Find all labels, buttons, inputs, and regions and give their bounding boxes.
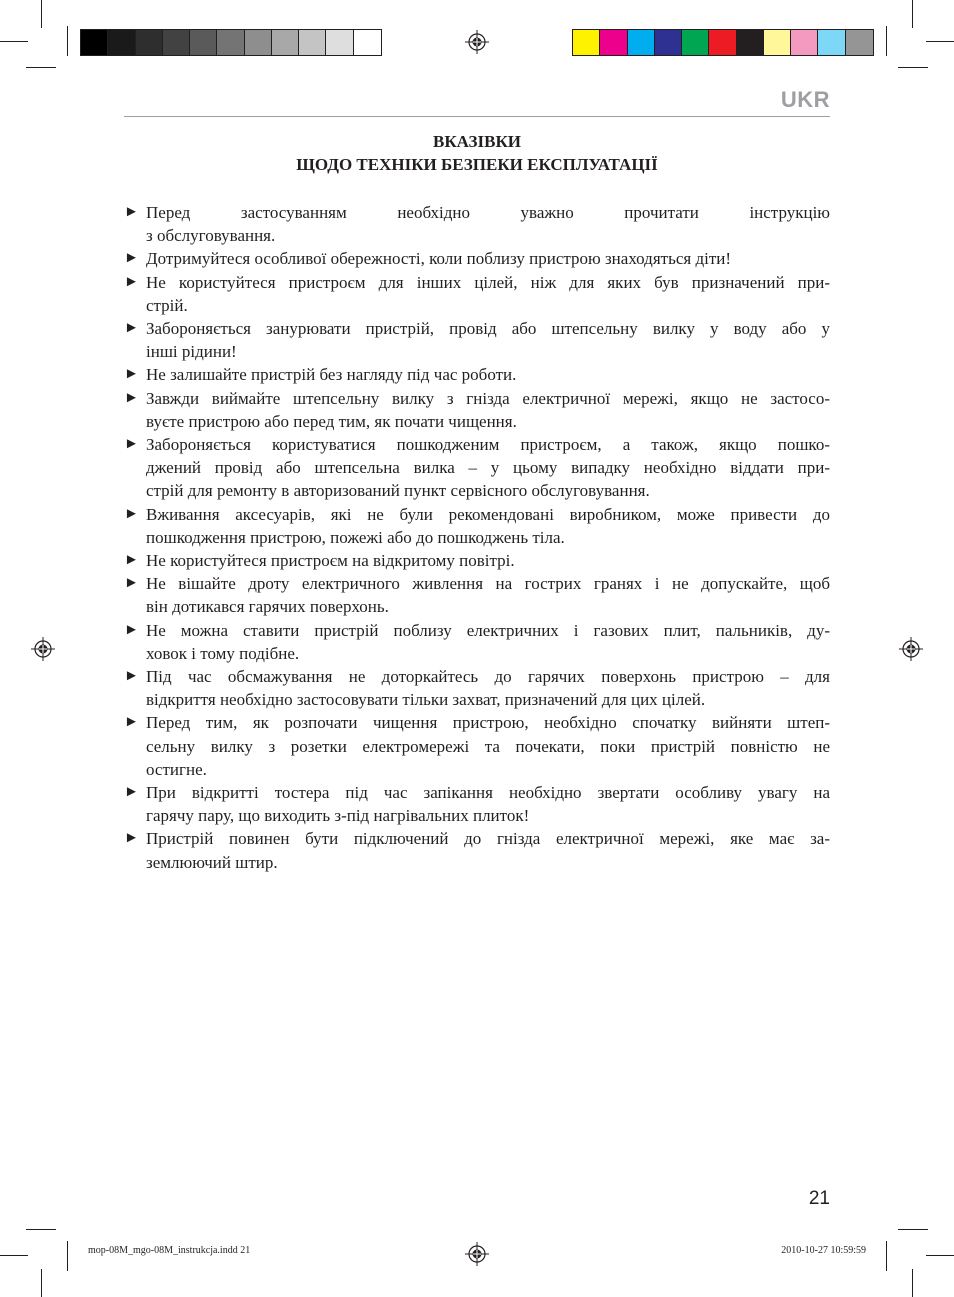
bullet-arrow-icon: ► <box>124 575 139 592</box>
list-item-line: Не користуйтеся пристроєм для інших цілей, ніж для яких був призначений при- <box>146 272 830 292</box>
list-item-line: стрій для ремонту в авторизований пункт сервісного обслуговування. <box>146 481 650 501</box>
list-item-line: джений провід або штепсельна вилка – у цьому випадку необхідно віддати при- <box>146 458 830 478</box>
list-item-line: Перед застосуванням необхідно уважно прочитати інструкцію <box>146 203 830 222</box>
list-item <box>124 503 830 549</box>
list-item <box>124 387 830 433</box>
crop-mark <box>26 1229 56 1230</box>
crop-mark <box>898 1229 928 1230</box>
crop-mark <box>886 26 887 56</box>
page-title <box>124 130 830 176</box>
footer-file-name: mop-08M_mgo-08M_instrukcja.indd 21 <box>88 1245 251 1256</box>
list-item-line: Не можна ставити пристрій поблизу електричних і газових плит, пальників, ду- <box>146 620 830 640</box>
list-item-line: він дотикався гарячих поверхонь. <box>146 597 389 617</box>
crop-mark <box>26 67 56 68</box>
list-item <box>124 619 830 665</box>
registration-mark-icon <box>899 637 923 661</box>
list-item-line: Вживання аксесуарів, які не були рекомендовані виробником, може привести до <box>146 504 830 524</box>
bullet-arrow-icon: ► <box>124 273 139 290</box>
list-item-line: стрій. <box>146 295 188 315</box>
registration-mark-icon <box>31 637 55 661</box>
bullet-arrow-icon: ► <box>124 621 139 638</box>
color-swatch <box>600 30 627 55</box>
bullet-arrow-icon: ► <box>124 505 139 522</box>
list-item-line: Пристрій повинен бути підключений до гнізда електричної мережі, яке має за- <box>146 829 830 849</box>
color-swatch <box>709 30 736 55</box>
list-item <box>124 572 830 618</box>
bullet-arrow-icon: ► <box>124 366 139 383</box>
list-item-line: вуєте пристрою або перед тим, як почати чищення. <box>146 411 517 431</box>
footer-timestamp: 2010-10-27 10:59:59 <box>781 1245 866 1256</box>
list-item-line: Перед тим, як розпочати чищення пристрою, необхідно спочатку вийняти штеп- <box>146 713 830 733</box>
color-swatch <box>764 30 791 55</box>
list-item-line: При відкритті тостера під час запікання необхідно звертати особливу увагу на <box>146 783 830 803</box>
safety-instructions-list <box>124 201 830 874</box>
registration-mark-icon <box>465 1242 489 1266</box>
color-swatch <box>818 30 845 55</box>
bullet-arrow-icon: ► <box>124 320 139 337</box>
list-item <box>124 363 830 386</box>
process-color-bar <box>572 29 874 56</box>
list-item <box>124 317 830 363</box>
color-swatch <box>737 30 764 55</box>
color-swatch <box>81 30 108 55</box>
color-swatch <box>326 30 353 55</box>
header-rule <box>124 116 830 117</box>
color-swatch <box>573 30 600 55</box>
bullet-arrow-icon: ► <box>124 204 139 220</box>
bullet-arrow-icon: ► <box>124 436 139 453</box>
list-item-line: з обслуговування. <box>146 226 276 246</box>
crop-mark <box>926 41 954 42</box>
bullet-arrow-icon: ► <box>124 389 139 406</box>
color-swatch <box>791 30 818 55</box>
page-number: 21 <box>808 1188 830 1209</box>
language-tag: UKR <box>780 87 830 112</box>
registration-mark-icon <box>465 30 489 54</box>
title-line-1: ВКАЗІВКИ <box>433 132 521 151</box>
bullet-arrow-icon: ► <box>124 830 139 847</box>
color-swatch <box>190 30 217 55</box>
crop-mark <box>0 41 28 42</box>
list-item-line: Забороняється користуватися пошкодженим пристроєм, а також, якщо пошко- <box>146 435 830 455</box>
list-item-line: остигне. <box>146 759 207 779</box>
list-item <box>124 433 830 503</box>
list-item-line: Не вішайте дроту електричного живлення на гострих гранях і не допускайте, щоб <box>146 574 830 594</box>
crop-mark <box>67 26 68 56</box>
list-item-line: Завжди виймайте штепсельну вилку з гнізда електричної мережі, якщо не застосо- <box>146 388 830 408</box>
crop-mark <box>898 67 928 68</box>
color-swatch <box>217 30 244 55</box>
crop-mark <box>912 0 913 28</box>
title-line-2: ЩОДО ТЕХНІКИ БЕЗПЕКИ ЕКСПЛУАТАЦІЇ <box>296 155 658 174</box>
list-item <box>124 711 830 781</box>
list-item <box>124 781 830 827</box>
list-item <box>124 549 830 572</box>
color-swatch <box>272 30 299 55</box>
list-item-line: ховок і тому подібне. <box>146 643 300 663</box>
list-item <box>124 247 830 270</box>
list-item-line: пошкодження пристрою, пожежі або до пошкоджень тіла. <box>146 527 565 547</box>
list-item-line: гарячу пару, що виходить з-під нагрівальних плиток! <box>146 806 530 826</box>
bullet-arrow-icon: ► <box>124 250 139 267</box>
crop-mark <box>67 1241 68 1271</box>
crop-mark <box>886 1241 887 1271</box>
list-item-line: Не залишайте пристрій без нагляду під час роботи. <box>146 365 517 385</box>
color-swatch <box>163 30 190 55</box>
list-item-line: Забороняється занурювати пристрій, провід або штепсельну вилку у воду або у <box>146 319 830 339</box>
list-item-line: Дотримуйтеся особливої обережності, коли поблизу пристрою знаходяться діти! <box>146 249 732 269</box>
color-swatch <box>655 30 682 55</box>
color-swatch <box>682 30 709 55</box>
bullet-arrow-icon: ► <box>124 668 139 685</box>
color-swatch <box>136 30 163 55</box>
color-swatch <box>846 30 873 55</box>
color-swatch <box>299 30 326 55</box>
list-item-line: інші рідини! <box>146 342 237 362</box>
list-item <box>124 201 830 247</box>
list-item-line: відкриття необхідно застосовувати тільки захват, призначений для цих цілей. <box>146 690 706 710</box>
crop-mark <box>912 1269 913 1297</box>
list-item <box>124 271 830 317</box>
color-swatch <box>108 30 135 55</box>
list-item <box>124 827 830 873</box>
list-item <box>124 665 830 711</box>
list-item-line: землюючий штир. <box>146 852 278 872</box>
color-swatch <box>354 30 381 55</box>
bullet-arrow-icon: ► <box>124 784 139 801</box>
list-item-line: сельну вилку з розетки електромережі та почекати, поки пристрій повністю не <box>146 736 830 756</box>
color-swatch <box>245 30 272 55</box>
bullet-arrow-icon: ► <box>124 552 139 569</box>
grayscale-color-bar <box>80 29 382 56</box>
list-item-line: Під час обсмажування не доторкайтесь до гарячих поверхонь пристрою – для <box>146 667 830 687</box>
crop-mark <box>41 1269 42 1297</box>
color-swatch <box>628 30 655 55</box>
crop-mark <box>0 1255 28 1256</box>
bullet-arrow-icon: ► <box>124 714 139 731</box>
crop-mark <box>926 1255 954 1256</box>
list-item-line: Не користуйтеся пристроєм на відкритому повітрі. <box>146 551 515 571</box>
crop-mark <box>41 0 42 28</box>
